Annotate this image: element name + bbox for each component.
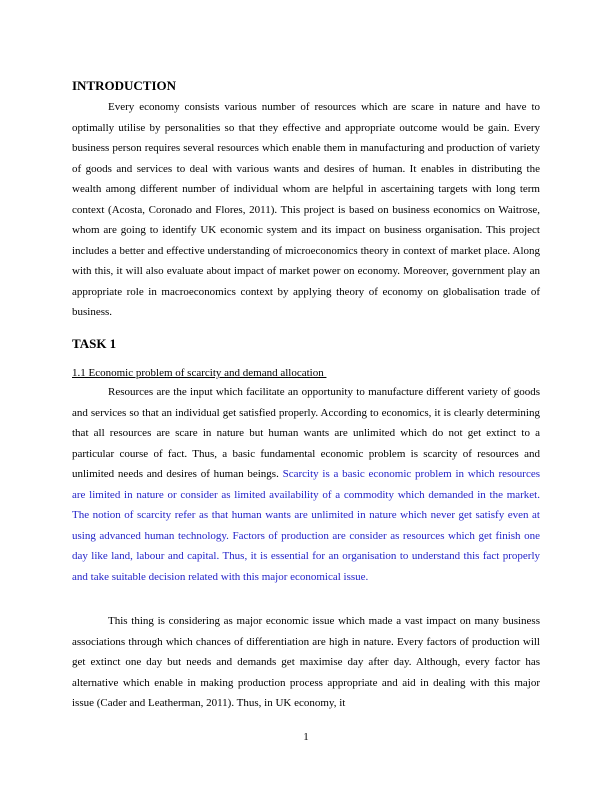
scarcity-paragraph-black-text: Resources are the input which facilitate an opportunity to manufacture different variety of goods and services so that an individual get satisfied properly. According to economics, it is clearly determining that all resources are scare in nature but human wants are unlimited which do not get extinct to a particular course of fact. Thus, a basic fundamental economic problem is scarcity of resources and unlimited needs and desires of human beings.	[72, 386, 540, 480]
introduction-heading: INTRODUCTION	[72, 78, 177, 93]
introduction-paragraph: Every economy consists various number of resources which are scare in nature and have to optimally utilise by personalities so that they effective and appropriate outcome would be gain. Every business person requires several resources which enable them in manufacturing and production of variety of goods and services to deal with various wants and desires of human. It enables in distributing the wealth among different number of individual whom are helpful in ascertaining targets with long term context (Acosta, Coronado and Flores, 2011). This project is based on business economics on Waitrose, whom are going to identify UK economic system and its impact on business organisation. This project includes a better and effective understanding of microeconomics theory in context of market place. Along with this, it will also evaluate about impact of market power on economy. Moreover, government play an appropriate role in macroeconomics context by applying theory of economy on globalisation trade of business.	[72, 101, 540, 318]
section-1-1-subheading: 1.1 Economic problem of scarcity and demand allocation	[72, 367, 327, 379]
economic-issue-paragraph: This thing is considering as major economic issue which made a vast impact on many business associations through which chances of differentiation are high in nature. Every factors of production will get extinct one day but needs and demands get maximise day after day. Although, every factor has alternative which enable in making production process appropriate and aid in dealing with this major issue (Cader and Leatherman, 2011). Thus, in UK economy, it	[72, 615, 540, 709]
scarcity-paragraph	[72, 382, 540, 587]
page-number: 1	[303, 731, 309, 743]
task-1-heading: TASK 1	[72, 336, 117, 351]
scarcity-paragraph-highlighted-text: Scarcity is a basic economic problem in which resources are limited in nature or consider as limited availability of a commodity which demanded in the market. The notion of scarcity refer as that human wants are unlimited in nature which never get satisfy even at using advanced human technology. Factors of production are consider as resources which get finish one day like land, labour and capital. Thus, it is essential for an organisation to understand this fact properly and take suitable decision related with this major economical issue.	[72, 468, 540, 583]
